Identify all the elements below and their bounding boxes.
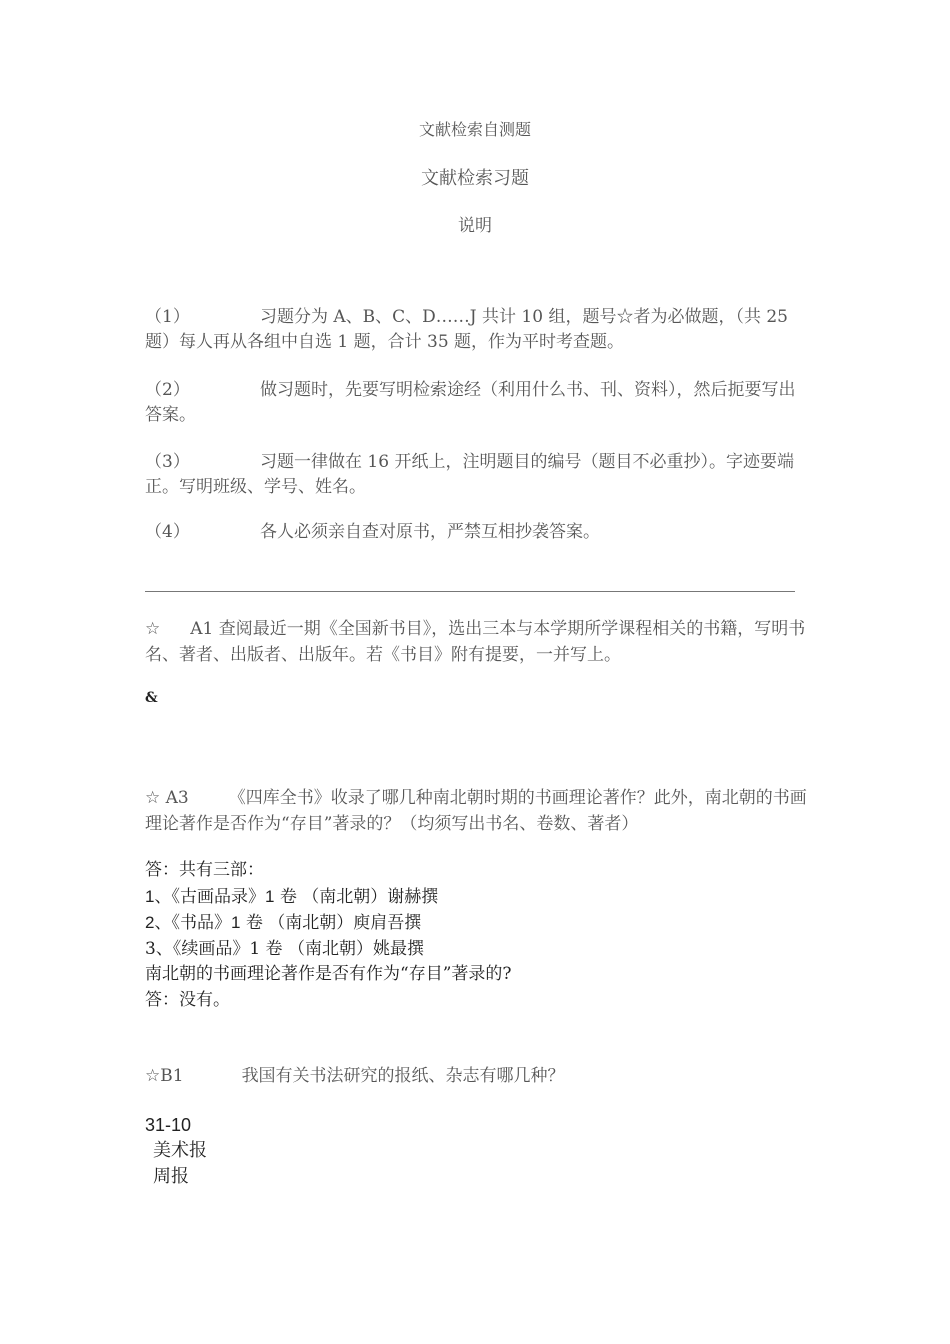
list-code: 31-10 bbox=[145, 1115, 192, 1135]
question-label: A1 bbox=[190, 619, 214, 639]
star-icon: ☆ bbox=[145, 619, 161, 639]
answer-followup-question: 南北朝的书画理论著作是否有作为“存目”著录的? bbox=[145, 964, 512, 984]
doc-title: 文献检索自测题 bbox=[418, 120, 531, 139]
instruction-2 bbox=[145, 378, 810, 428]
answer-intro: 答：共有三部： bbox=[145, 860, 264, 880]
section-heading-instructions: 说明 bbox=[458, 216, 492, 236]
question-label: ☆B1 bbox=[145, 1066, 184, 1086]
question-text: 《四库全书》收录了哪几种南北朝时期的书画理论著作？此外，南北朝的书画理论著作是否作为“存目”著录的？（均须写出书名、卷数、著者） bbox=[145, 788, 807, 834]
answer-item-2: 2、《书品》1 卷 （南北朝）庾肩吾撰 bbox=[145, 913, 422, 933]
answer-list-b1 bbox=[145, 1112, 207, 1190]
answer-item-1: 1、《古画品录》1 卷 （南北朝）谢赫撰 bbox=[145, 886, 439, 907]
instruction-text: 习题分为 A、B、C、D……J 共计 10 组，题号☆者为必做题，（共 25 题）每人再从各组中自选 1 题，合计 35 题，作为平时考查题。 bbox=[145, 307, 789, 352]
instruction-number: （3） bbox=[145, 452, 190, 472]
doc-subtitle: 文献检索习题 bbox=[421, 168, 529, 189]
instruction-text: 做习题时，先要写明检索途经（利用什么书、刊、资料），然后扼要写出答案。 bbox=[145, 380, 796, 425]
list-item: 美术报 bbox=[153, 1140, 207, 1161]
instruction-text: 各人必须亲自查对原书，严禁互相抄袭答案。 bbox=[260, 522, 600, 542]
question-a1 bbox=[145, 616, 810, 668]
question-a3 bbox=[145, 785, 810, 837]
instruction-1 bbox=[145, 305, 810, 355]
answer-followup: 答：没有。 bbox=[145, 989, 230, 1010]
question-label: ☆ A3 bbox=[145, 788, 189, 808]
ampersand-mark: & bbox=[145, 690, 158, 706]
question-b1 bbox=[145, 1063, 810, 1089]
answer-a3 bbox=[145, 858, 512, 1013]
instruction-3 bbox=[145, 450, 810, 500]
instruction-number: （4） bbox=[145, 522, 190, 542]
horizontal-divider bbox=[145, 591, 795, 592]
answer-item-3: 3、《续画品》1 卷 （南北朝）姚最撰 bbox=[145, 938, 424, 959]
instruction-number: （2） bbox=[145, 380, 190, 400]
instruction-4 bbox=[145, 520, 810, 545]
list-item: 周报 bbox=[153, 1166, 189, 1187]
instruction-text: 习题一律做在 16 开纸上，注明题目的编号（题目不必重抄）。字迹要端正。写明班级、学号、姓名。 bbox=[145, 452, 794, 497]
instruction-number: （1） bbox=[145, 307, 190, 327]
question-text: 查阅最近一期《全国新书目》，选出三本与本学期所学课程相关的书籍，写明书名、著者、出版者、出版年。若《书目》附有提要，一并写上。 bbox=[145, 619, 806, 665]
question-text: 我国有关书法研究的报纸、杂志有哪几种？ bbox=[241, 1066, 565, 1086]
